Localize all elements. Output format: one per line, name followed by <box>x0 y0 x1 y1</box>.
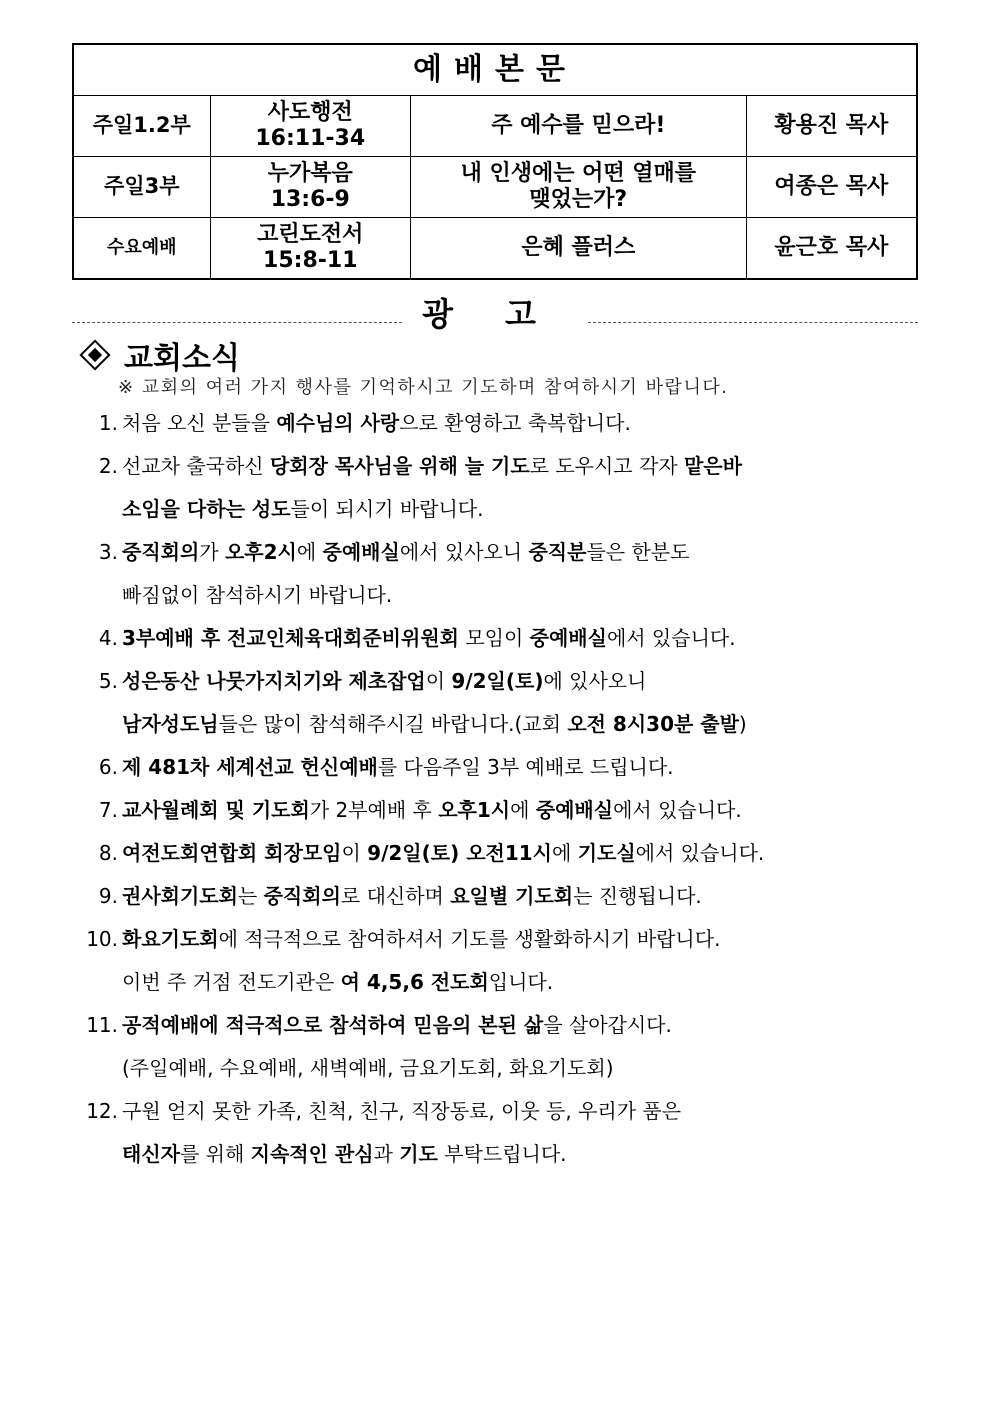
divider-right <box>588 322 918 323</box>
preacher-name: 황용진 목사 <box>746 96 917 157</box>
emphasis-text: 중직회의 <box>263 884 341 908</box>
list-item <box>72 918 932 1004</box>
item-text <box>122 660 932 746</box>
list-item <box>72 402 932 445</box>
item-line <box>122 531 932 574</box>
plain-text: 를 다음주일 3부 예배로 드립니다. <box>377 755 674 779</box>
item-text <box>122 789 932 832</box>
item-line <box>122 746 932 789</box>
emphasis-text: 오후1시 <box>438 798 511 822</box>
list-item <box>72 875 932 918</box>
item-text <box>122 617 932 660</box>
emphasis-text: 3부예배 후 전교인체육대회준비위원회 <box>122 626 459 650</box>
plain-text: 에 있사오니 <box>543 669 647 693</box>
emphasis-text: 오후2시 <box>224 540 297 564</box>
plain-text: 들은 많이 참석해주시길 바랍니다.(교회 <box>218 712 568 736</box>
plain-text: 부탁드립니다. <box>437 1142 567 1166</box>
plain-text: (주일예배, 수요예배, 새벽예배, 금요기도회, 화요기도회) <box>122 1056 614 1080</box>
emphasis-text: 기도실 <box>577 841 636 865</box>
table-row <box>73 96 917 157</box>
plain-text: 들은 한분도 <box>586 540 690 564</box>
item-line <box>122 1004 932 1047</box>
item-line <box>122 488 932 531</box>
item-line <box>122 660 932 703</box>
list-item <box>72 1004 932 1090</box>
emphasis-text: 기도 <box>399 1142 438 1166</box>
item-number: 7. <box>98 798 118 822</box>
scripture-book: 사도행전 <box>267 99 353 125</box>
list-item <box>72 1090 932 1176</box>
item-line <box>122 832 932 875</box>
plain-text: 는 <box>237 884 264 908</box>
scripture-ref: 13:6-9 <box>270 187 350 212</box>
scripture-ref: 16:11-34 <box>255 126 366 151</box>
emphasis-text: 제 481차 세계선교 헌신예배 <box>122 755 378 779</box>
plain-text: 빠짐없이 참석하시기 바랍니다. <box>122 583 393 607</box>
emphasis-text: 중직분 <box>528 540 587 564</box>
plain-text: 이번 주 거점 전도기관은 <box>122 970 341 994</box>
item-text <box>122 531 932 617</box>
item-number: 9. <box>98 884 118 908</box>
item-number: 2. <box>98 454 118 478</box>
emphasis-text: 중직회의 <box>122 540 200 564</box>
emphasis-text: 당회장 목사님을 위해 늘 기도 <box>269 454 530 478</box>
item-line <box>122 875 932 918</box>
scripture-cell <box>210 96 410 157</box>
table-row <box>73 157 917 218</box>
scripture-cell <box>210 218 410 280</box>
item-line <box>122 703 932 746</box>
item-line <box>122 789 932 832</box>
item-text <box>122 918 932 1004</box>
plain-text: 에서 있습니다. <box>613 798 742 822</box>
item-line <box>122 1047 932 1090</box>
list-item <box>72 445 932 531</box>
plain-text: 이 <box>341 841 368 865</box>
list-item <box>72 617 932 660</box>
emphasis-text: 중예배실 <box>529 626 607 650</box>
item-line <box>122 1133 932 1176</box>
list-item <box>72 746 932 789</box>
section-title: 교회소식 <box>124 341 240 376</box>
emphasis-text: 여 4,5,6 전도회 <box>340 970 489 994</box>
plain-text: 으로 환영하고 축복합니다. <box>399 411 631 435</box>
plain-text: 에서 있습니다. <box>635 841 765 865</box>
plain-text: 로 대신하며 <box>340 884 451 908</box>
emphasis-text: 공적예배에 적극적으로 참석하여 믿음의 본된 삶 <box>122 1013 544 1037</box>
service-name: 주일1.2부 <box>73 96 210 157</box>
emphasis-text: 예수님의 사랑 <box>276 411 400 435</box>
emphasis-text: 중예배실 <box>535 798 614 822</box>
plain-text: 입니다. <box>488 970 554 994</box>
item-line <box>122 574 932 617</box>
item-text <box>122 1004 932 1090</box>
item-text <box>122 746 932 789</box>
emphasis-text: 9/2일(토) <box>451 669 544 693</box>
emphasis-text: 교사월례회 및 기도회 <box>122 798 310 822</box>
plain-text: 선교차 출국하신 <box>122 454 270 478</box>
item-line <box>122 617 932 660</box>
worship-table <box>72 43 918 280</box>
plain-text: 을 살아갑시다. <box>543 1013 672 1037</box>
plain-text: 이 <box>425 669 452 693</box>
scripture-book: 고린도전서 <box>257 221 364 247</box>
plain-text: 를 위해 <box>179 1142 251 1166</box>
emphasis-text: 화요기도회 <box>122 927 219 951</box>
item-line <box>122 918 932 961</box>
emphasis-text: 맡은바 <box>683 454 742 478</box>
item-number: 8. <box>98 841 118 865</box>
diamond-bullet-icon <box>79 339 110 370</box>
ads-header <box>72 292 918 332</box>
list-item <box>72 660 932 746</box>
ads-title: 광고 <box>422 295 588 333</box>
sermon-title-cell <box>411 157 747 218</box>
plain-text: 들이 되시기 바랍니다. <box>290 497 484 521</box>
emphasis-text: 남자성도님 <box>122 712 219 736</box>
emphasis-text: 지속적인 관심 <box>250 1142 374 1166</box>
item-text <box>122 445 932 531</box>
emphasis-text: 태신자 <box>122 1142 180 1166</box>
news-list <box>72 402 932 1176</box>
preacher-name: 여종은 목사 <box>746 157 917 218</box>
item-line <box>122 961 932 1004</box>
divider-left <box>72 322 402 323</box>
plain-text: 에서 있습니다. <box>606 626 736 650</box>
item-number: 12. <box>86 1099 118 1123</box>
item-text <box>122 832 932 875</box>
sermon-title-cell <box>411 218 747 280</box>
plain-text: 에 적극적으로 참여하셔서 기도를 생활화하시기 바랍니다. <box>218 927 721 951</box>
item-text <box>122 402 932 445</box>
church-news-heading <box>76 333 240 377</box>
service-name: 주일3부 <box>73 157 210 218</box>
scripture-cell <box>210 157 410 218</box>
emphasis-text: 요일별 기도회 <box>450 884 574 908</box>
item-number: 5. <box>98 669 118 693</box>
emphasis-text: 9/2일(토) 오전11시 <box>367 841 552 865</box>
plain-text: 과 <box>373 1142 400 1166</box>
plain-text: 에 <box>510 798 536 822</box>
plain-text: 가 <box>199 540 225 564</box>
list-item <box>72 832 932 875</box>
sermon-title: 은혜 플러스 <box>521 234 636 260</box>
emphasis-text: 성은동산 나뭇가지치기와 제초잡업 <box>122 669 426 693</box>
plain-text: 가 2부예배 후 <box>309 798 439 822</box>
item-number: 11. <box>86 1013 118 1037</box>
emphasis-text: 여전도회연합회 회장모임 <box>122 841 342 865</box>
plain-text: 에 <box>552 841 578 865</box>
table-row <box>73 218 917 280</box>
item-number: 1. <box>98 411 118 435</box>
item-number: 6. <box>98 755 118 779</box>
list-item <box>72 789 932 832</box>
worship-table-title: 예배본문 <box>73 44 917 96</box>
sermon-title: 내 인생에는 어떤 열매를 <box>460 160 697 186</box>
sermon-title-line2: 맺었는가? <box>529 187 628 212</box>
plain-text: 처음 오신 분들을 <box>122 411 277 435</box>
scripture-ref: 15:8-11 <box>263 248 358 273</box>
item-number: 10. <box>86 927 118 951</box>
item-text <box>122 875 932 918</box>
plain-text: ) <box>738 712 747 736</box>
preacher-name: 윤근호 목사 <box>746 218 917 280</box>
scripture-book: 누가복음 <box>267 160 353 186</box>
item-text <box>122 1090 932 1176</box>
item-line <box>122 1090 932 1133</box>
plain-text: 에서 있사오니 <box>399 540 529 564</box>
emphasis-text: 권사회기도회 <box>122 884 238 908</box>
sermon-title-cell <box>411 96 747 157</box>
plain-text: 구원 얻지 못한 가족, 친척, 친구, 직장동료, 이웃 등, 우리가 품은 <box>122 1099 682 1123</box>
sermon-title: 주 예수를 믿으라! <box>491 112 666 138</box>
emphasis-text: 소임을 다하는 성도 <box>122 497 291 521</box>
item-line <box>122 402 932 445</box>
item-number: 3. <box>98 540 118 564</box>
plain-text: 로 도우시고 각자 <box>529 454 684 478</box>
plain-text: 모임이 <box>458 626 530 650</box>
emphasis-text: 중예배실 <box>322 540 400 564</box>
item-number: 4. <box>98 626 118 650</box>
plain-text: 에 <box>296 540 323 564</box>
item-line <box>122 445 932 488</box>
emphasis-text: 오전 8시30분 출발 <box>567 712 739 736</box>
service-name: 수요예배 <box>73 218 210 280</box>
plain-text: 는 진행됩니다. <box>573 884 702 908</box>
ads-note: ※ 교회의 여러 가지 행사를 기억하시고 기도하며 참여하시기 바랍니다. <box>118 377 729 398</box>
list-item <box>72 531 932 617</box>
